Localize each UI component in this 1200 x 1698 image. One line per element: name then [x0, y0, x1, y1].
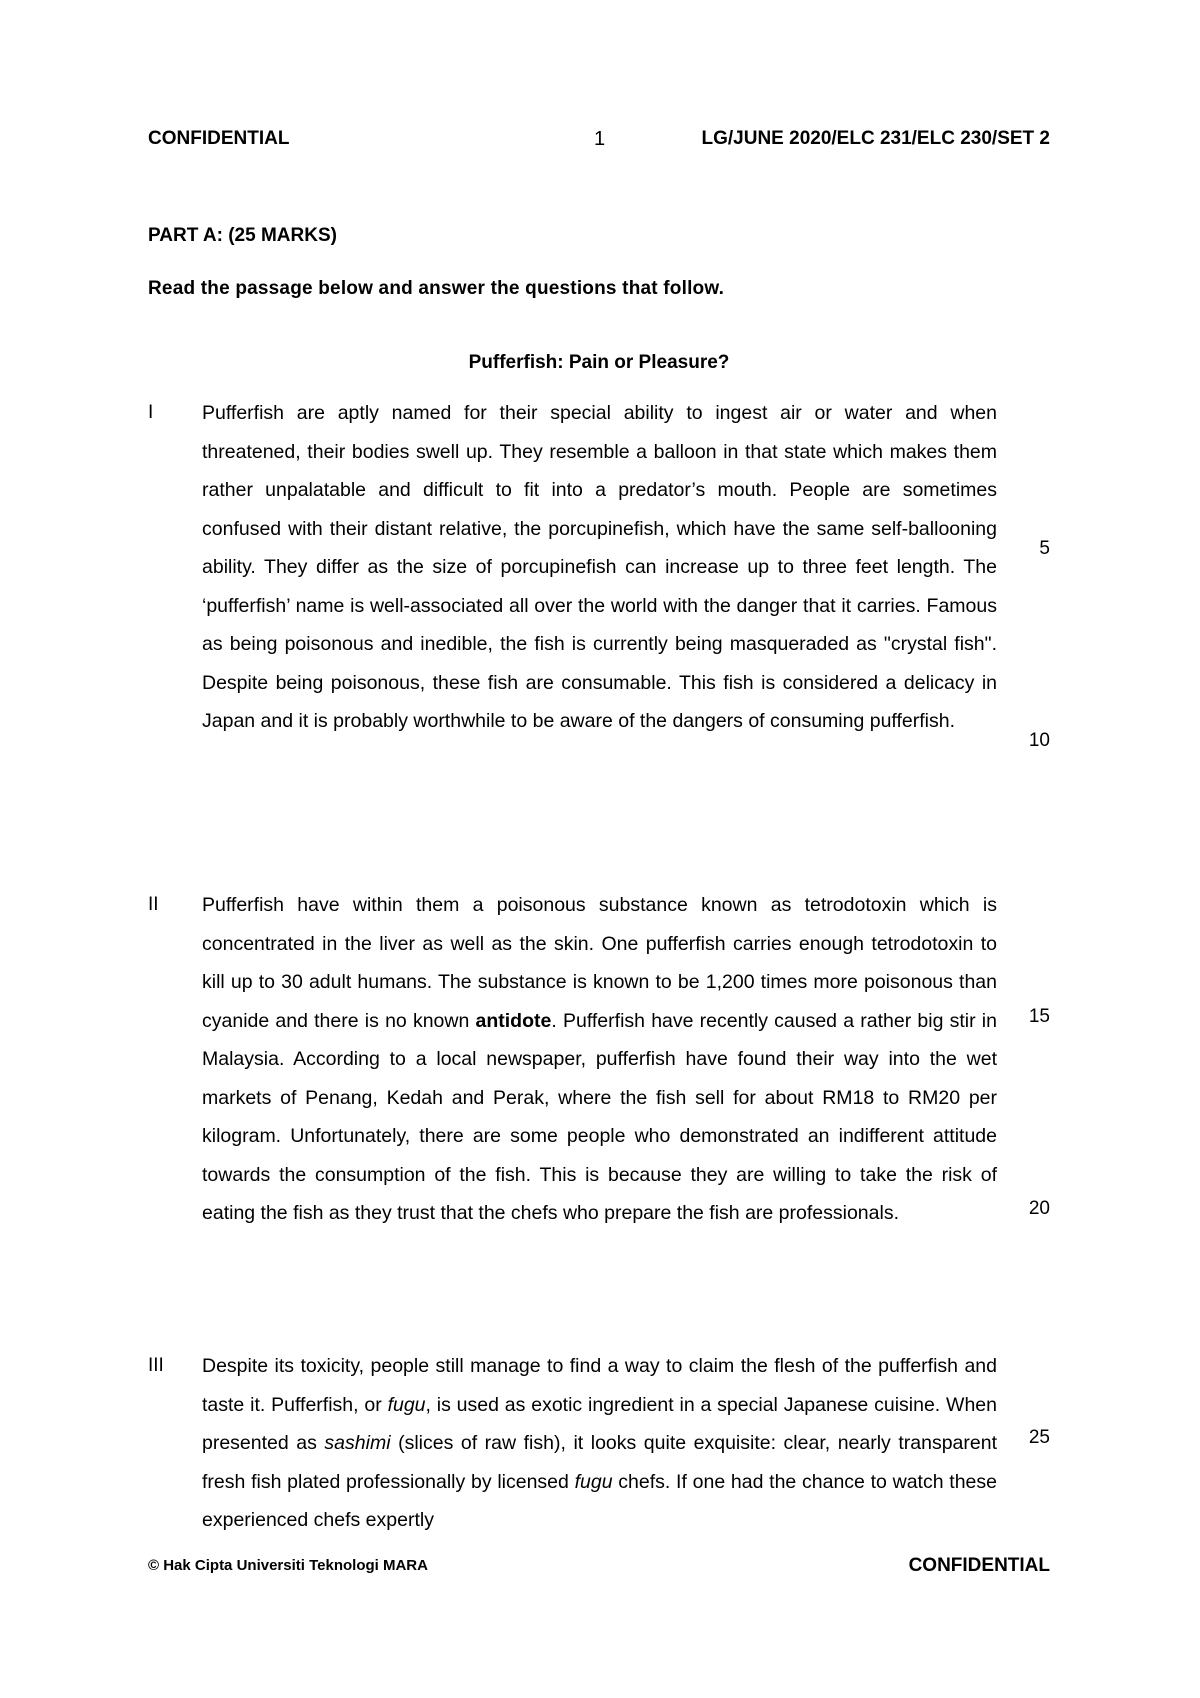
paragraph-text [202, 1347, 997, 1540]
page-number: 1 [594, 128, 606, 150]
line-marker: 5 [1039, 538, 1050, 559]
line-marker: 10 [1028, 730, 1050, 751]
line-marker: 25 [1028, 1427, 1050, 1448]
paragraph-text [202, 394, 997, 741]
bold-term: antidote [475, 1009, 552, 1032]
page-header [148, 128, 1050, 154]
text-run: . Pufferfish have recently caused a rather big stir in Malaysia. According to a local newspaper, pufferfish have found their way into the wet markets of Penang, Kedah and Perak, where the fish sell for about RM18 to RM20 per kilogram. Unfortunately, there are some people who demonstrated an indifferent attitude towards the consumption of the fish. This is because they are willing to take the risk of eating the fish as they trust that the chefs who prepare the fish are professionals. [202, 1009, 997, 1224]
text-run: , is used as exotic ingredient in a special Japanese cuisine. When presented as [202, 1393, 997, 1454]
italic-term: sashimi [324, 1432, 391, 1454]
text-run: Pufferfish have within them a poisonous substance known as tetrodotoxin which is concentrated in the liver as well as the skin. One pufferfish carries enough tetrodotoxin to kill up to 30 adult humans. The substance is known to be 1,200 times more poisonous than cyanide and there is no known [202, 894, 997, 1032]
text-run: Despite its toxicity, people still manage to find a way to claim the flesh of the pufferfish and taste it. Pufferfish, or [202, 1355, 997, 1416]
paragraph-number: I [148, 402, 154, 423]
page-footer [148, 1555, 1050, 1577]
paragraph-number: II [148, 894, 159, 915]
passage-title: Pufferfish: Pain or Pleasure? [468, 352, 730, 373]
header-code: LG/JUNE 2020/ELC 231/ELC 230/SET 2 [701, 128, 1050, 149]
copyright: © Hak Cipta Universiti Teknologi MARA [148, 1557, 428, 1574]
paragraph-number: III [148, 1355, 164, 1376]
line-marker: 15 [1028, 1006, 1050, 1027]
line-marker: 20 [1028, 1198, 1050, 1219]
header-confidential: CONFIDENTIAL [148, 128, 290, 149]
italic-term: fugu [574, 1470, 613, 1493]
paragraph-text [202, 886, 997, 1233]
part-title: PART A: (25 MARKS) [148, 225, 337, 246]
text-run: chefs. If one had the chance to watch these experienced chefs expertly [202, 1470, 997, 1531]
instruction: Read the passage below and answer the questions that follow. [148, 278, 725, 299]
text-run: Pufferfish are aptly named for their special ability to ingest air or water and when threatened, their bodies swell up. They resemble a balloon in that state which makes them rather unpalatable and difficult to fit into a predator’s mouth. People are sometimes confused with their distant relative, the porcupinefish, which have the same self-ballooning ability. They differ as the size of porcupinefish can increase up to three feet length. The ‘pufferfish’ name is well-associated all over the world with the danger that it carries. Famous as being poisonous and inedible, the fish is currently being masqueraded as "crystal fish". Despite being poisonous, these fish are consumable. This fish is considered a delicacy in Japan and it is probably worthwhile to be aware of the dangers of consuming pufferfish. [202, 402, 997, 732]
text-run: (slices of raw fish), it looks quite exquisite: clear, nearly transparent fresh fish plated professionally by licensed [202, 1432, 997, 1493]
italic-term: fugu [387, 1393, 426, 1416]
footer-confidential: CONFIDENTIAL [908, 1555, 1050, 1576]
